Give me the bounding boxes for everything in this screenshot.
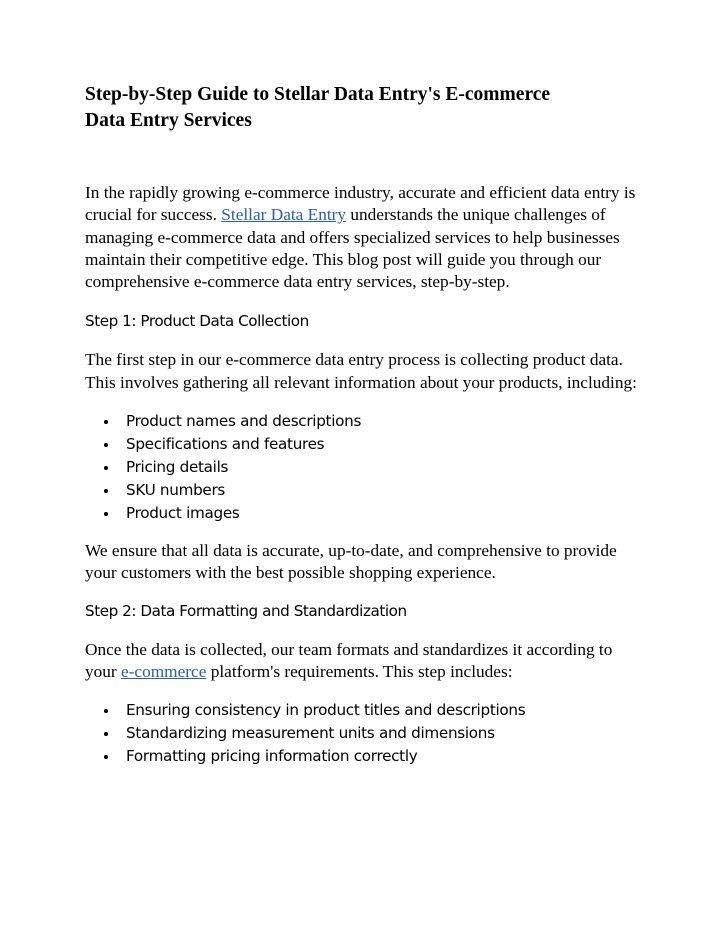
e-commerce-link[interactable]: e-commerce — [121, 661, 207, 681]
list-item-text: Formatting pricing information correctly — [126, 747, 418, 766]
bullet-dot-icon — [104, 466, 108, 470]
bullet-dot-icon — [104, 709, 108, 713]
bullet-dot-icon — [104, 512, 108, 516]
stellar-data-entry-link[interactable]: Stellar Data Entry — [221, 205, 347, 225]
list-item — [85, 456, 645, 479]
step-2-heading: Step 2: Data Formatting and Standardization — [85, 601, 407, 620]
list-item-text: Product names and descriptions — [126, 412, 362, 431]
page-title-line-2: Data Entry Services — [85, 110, 252, 131]
step-2-text-before-link: Once the data is collected, our team formats and standardizes it according to your — [85, 639, 613, 681]
list-item-text: Specifications and features — [126, 435, 325, 454]
bullet-dot-icon — [104, 443, 108, 447]
bullet-dot-icon — [104, 755, 108, 759]
page-title — [85, 82, 645, 134]
list-item — [85, 479, 645, 502]
step-1-closing: We ensure that all data is accurate, up-to-date, and comprehensive to provide your customers with the best possible shopping experience. — [85, 541, 617, 583]
step-2-intro — [85, 639, 645, 684]
step-1-bullet-list — [85, 410, 645, 525]
bullet-dot-icon — [104, 732, 108, 736]
step-1-intro: The first step in our e-commerce data entry process is collecting product data. This involves gathering all relevant information about your products, including: — [85, 350, 637, 392]
list-item-text: Product images — [126, 504, 240, 523]
intro-text-after-link: understands the unique challenges of managing e-commerce data and offers specialized services to help businesses maintain their competitive edge. This blog post will guide you through our comprehensive e-commerce data entry services, step-by-step. — [85, 205, 620, 292]
document-content — [85, 82, 645, 768]
list-item-text: SKU numbers — [126, 481, 226, 500]
step-1-heading: Step 1: Product Data Collection — [85, 312, 309, 331]
page-title-line-1: Step-by-Step Guide to Stellar Data Entry's E-commerce — [85, 84, 551, 105]
bullet-dot-icon — [104, 489, 108, 493]
bullet-dot-icon — [104, 420, 108, 424]
list-item — [85, 745, 645, 768]
list-item — [85, 433, 645, 456]
list-item — [85, 502, 645, 525]
list-item — [85, 722, 645, 745]
step-2-bullet-list — [85, 699, 645, 768]
step-2-text-after-link: platform's requirements. This step includes: — [206, 661, 513, 681]
intro-paragraph — [85, 182, 645, 293]
intro-text-before-link: In the rapidly growing e-commerce industry, accurate and efficient data entry is crucial for success. — [85, 183, 636, 225]
list-item — [85, 410, 645, 433]
list-item — [85, 699, 645, 722]
list-item-text: Standardizing measurement units and dimensions — [126, 724, 495, 743]
list-item-text: Ensuring consistency in product titles and descriptions — [126, 701, 526, 720]
list-item-text: Pricing details — [126, 458, 229, 477]
